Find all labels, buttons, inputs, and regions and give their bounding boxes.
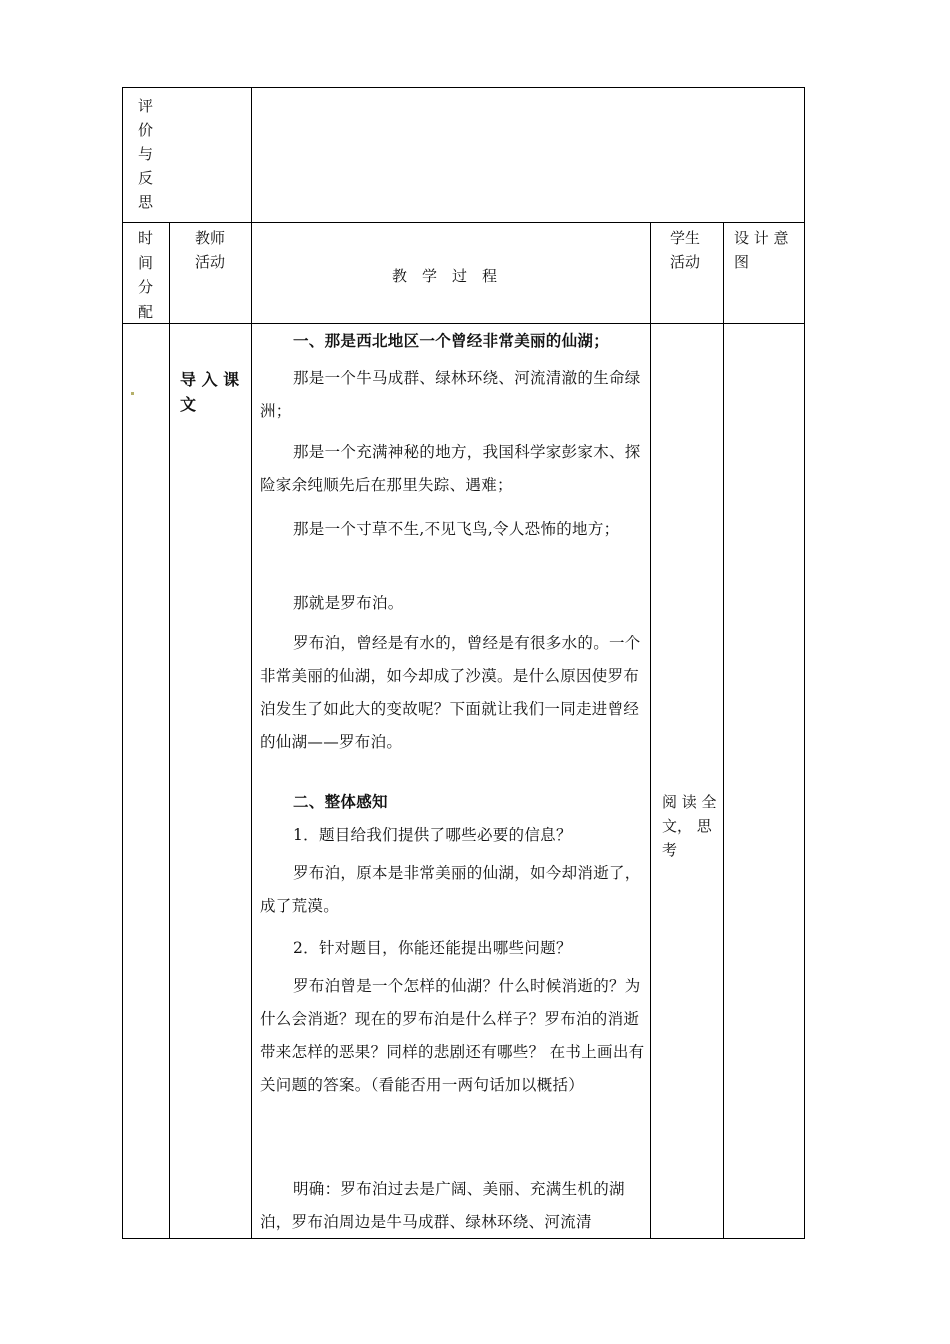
table-border-left bbox=[122, 87, 123, 1239]
table-border-top bbox=[122, 87, 805, 88]
table-row-divider-2 bbox=[122, 323, 805, 324]
student-activity-read: 阅 读 全 文， 思 考 bbox=[662, 793, 717, 859]
time-allocation-header: 时 间 分 配 bbox=[138, 229, 154, 321]
process-paragraph-12: 明确：罗布泊过去是广阔、美丽、充满生机的湖泊，罗布泊周边是牛马成群、绿林环绕、河流清 bbox=[260, 1180, 625, 1231]
table-col-divider-b bbox=[251, 87, 252, 1239]
teacher-activity-intro: 导 入 课 文 bbox=[180, 370, 240, 414]
process-paragraph-11: 罗布泊曾是一个怎样的仙湖？什么时候消逝的？为什么会消逝？现在的罗布泊是什么样子？罗布泊的消逝带来怎样的恶果？同样的悲剧还有哪些？ 在书上画出有关问题的答案。（看能否用一两句话加以概括） bbox=[260, 977, 645, 1094]
design-intent-header: 设 计 意 图 bbox=[734, 229, 789, 271]
process-paragraph-7: 二、整体感知 bbox=[293, 792, 388, 811]
process-paragraph-9: 罗布泊，原本是非常美丽的仙湖，如今却消逝了，成了荒漠。 bbox=[260, 864, 641, 915]
process-paragraph-1: 一、那是西北地区一个曾经非常美丽的仙湖； bbox=[293, 331, 610, 350]
table-col-divider-a bbox=[169, 222, 170, 1239]
stray-mark bbox=[131, 392, 134, 395]
table-border-right bbox=[804, 87, 805, 1239]
evaluation-reflection-label: 评 价 与 反 思 bbox=[138, 97, 154, 211]
table-col-divider-d bbox=[723, 222, 724, 1239]
table-border-bottom bbox=[122, 1238, 805, 1239]
process-paragraph-6: 罗布泊，曾经是有水的，曾经是有很多水的。一个非常美丽的仙湖，如今却成了沙漠。是什么原因使罗布泊发生了如此大的变故呢？下面就让我们一同走进曾经的仙湖——罗布泊。 bbox=[260, 634, 641, 751]
teacher-activity-header: 教师 活动 bbox=[195, 229, 226, 271]
process-paragraph-5: 那就是罗布泊。 bbox=[293, 594, 404, 612]
process-paragraph-2: 那是一个牛马成群、绿林环绕、河流清澈的生命绿洲； bbox=[260, 369, 641, 420]
process-paragraph-4: 那是一个寸草不生,不见飞鸟,令人恐怖的地方； bbox=[293, 520, 620, 538]
process-paragraph-3: 那是一个充满神秘的地方，我国科学家彭家木、探险家余纯顺先后在那里失踪、遇难； bbox=[260, 443, 641, 494]
process-paragraph-10: 2．针对题目，你能还能提出哪些问题？ bbox=[293, 939, 572, 957]
table-row-divider-1 bbox=[122, 222, 805, 223]
teaching-process-header: 教 学 过 程 bbox=[392, 267, 498, 285]
process-paragraph-8: 1．题目给我们提供了哪些必要的信息？ bbox=[293, 826, 572, 844]
student-activity-header: 学生 活动 bbox=[670, 229, 701, 271]
table-col-divider-c bbox=[650, 222, 651, 1239]
